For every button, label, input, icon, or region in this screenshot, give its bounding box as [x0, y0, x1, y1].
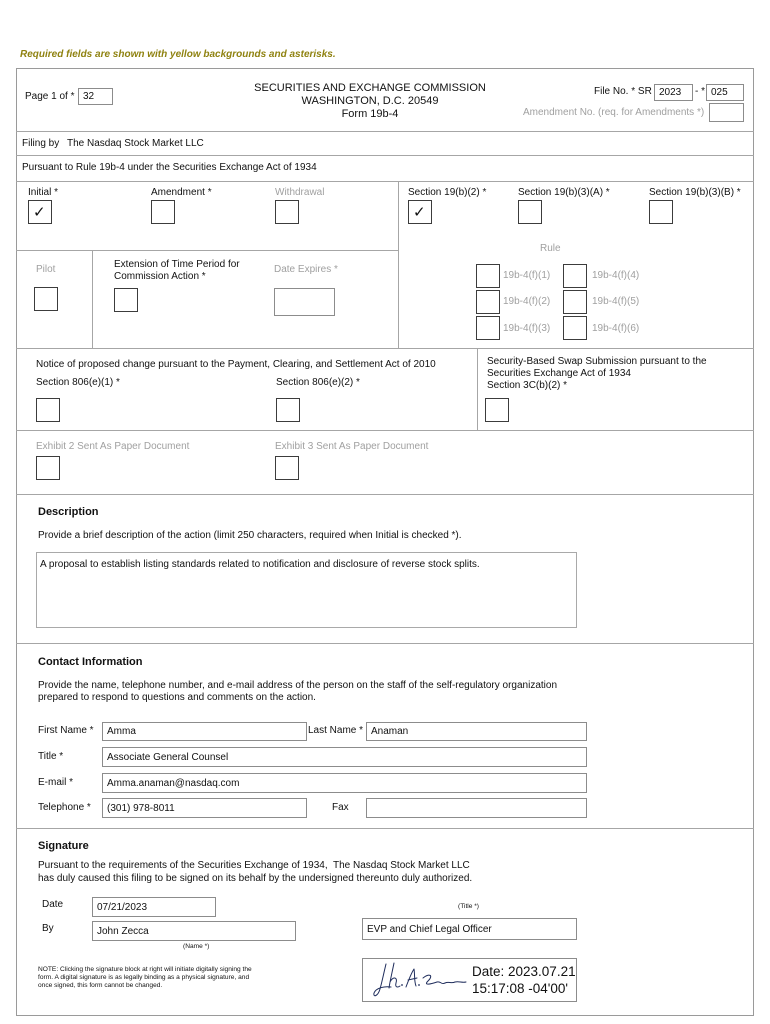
exhibit3-label: Exhibit 3 Sent As Paper Document: [275, 441, 429, 452]
file-number-separator: - *: [695, 86, 705, 97]
section-19b2-label: Section 19(b)(2) *: [408, 187, 487, 198]
digital-signature-block[interactable]: [362, 958, 577, 1002]
digital-signature-time: 15:17:08 -04'00': [472, 981, 568, 996]
exhibit3-checkbox[interactable]: [275, 456, 299, 480]
initial-checkbox[interactable]: [28, 200, 52, 224]
column-divider: [92, 250, 93, 348]
column-divider: [398, 181, 399, 348]
extension-label-line2: Commission Action *: [114, 271, 206, 282]
rule-f6-label: 19b-4(f)(6): [592, 323, 640, 334]
section-divider: [16, 348, 754, 349]
amendment-number-field[interactable]: [709, 103, 744, 122]
section-806e1-checkbox[interactable]: [36, 398, 60, 422]
column-divider: [477, 348, 478, 430]
section-divider: [16, 131, 754, 132]
rule-label: Rule: [540, 243, 561, 254]
description-textarea[interactable]: A proposal to establish listing standards related to notification and disclosure of reverse stock splits.: [36, 552, 577, 628]
rule-f1-label: 19b-4(f)(1): [503, 270, 551, 281]
contact-prompt-line2: prepared to respond to questions and comments on the action.: [38, 692, 316, 703]
section-806e1-label: Section 806(e)(1) *: [36, 377, 120, 388]
section-19b3b-checkbox[interactable]: [649, 200, 673, 224]
rule-f5-checkbox[interactable]: [563, 290, 587, 314]
exhibit2-label: Exhibit 2 Sent As Paper Document: [36, 441, 190, 452]
fax-label: Fax: [332, 802, 349, 813]
description-prompt: Provide a brief description of the action (limit 250 characters, required when Initial is checked *).: [38, 530, 462, 541]
file-number-year-field[interactable]: 2023: [654, 84, 693, 101]
amendment-number-label: Amendment No. (req. for Amendments *): [523, 107, 705, 118]
rule-f3-checkbox[interactable]: [476, 316, 500, 340]
section-806e2-checkbox[interactable]: [276, 398, 300, 422]
section-806e2-label: Section 806(e)(2) *: [276, 377, 360, 388]
page-label: Page 1 of *: [25, 91, 75, 102]
last-name-label: Last Name *: [308, 725, 364, 736]
section-3cb2-checkbox[interactable]: [485, 398, 509, 422]
signature-date-field[interactable]: 07/21/2023: [92, 897, 216, 917]
rule-f1-checkbox[interactable]: [476, 264, 500, 288]
amendment-label: Amendment *: [151, 187, 212, 198]
telephone-field[interactable]: (301) 978-8011: [102, 798, 307, 818]
pursuant-statement: Pursuant to Rule 19b-4 under the Securities Exchange Act of 1934: [22, 162, 317, 173]
rule-f4-label: 19b-4(f)(4): [592, 270, 640, 281]
section-divider: [16, 643, 754, 644]
withdrawal-label: Withdrawal: [275, 187, 325, 198]
rule-f6-checkbox[interactable]: [563, 316, 587, 340]
email-field[interactable]: Amma.anaman@nasdaq.com: [102, 773, 587, 793]
signature-statement-line2: has duly caused this filing to be signed on its behalf by the undersigned thereunto duly authorized.: [38, 873, 473, 884]
digital-signature-date: Date: 2023.07.21: [472, 964, 576, 979]
rule-f4-checkbox[interactable]: [563, 264, 587, 288]
title-label: Title *: [38, 751, 64, 762]
section-divider: [16, 828, 754, 829]
file-number-label: File No. * SR: [594, 86, 652, 97]
signature-heading: Signature: [38, 840, 89, 852]
signature-note-line3: once signed, this form cannot be changed.: [38, 982, 163, 989]
date-expires-field[interactable]: [274, 288, 335, 316]
section-divider: [16, 181, 754, 182]
extension-label-line1: Extension of Time Period for: [114, 259, 240, 270]
extension-checkbox[interactable]: [114, 288, 138, 312]
date-expires-label: Date Expires *: [274, 264, 338, 275]
exhibit2-checkbox[interactable]: [36, 456, 60, 480]
title-field[interactable]: Associate General Counsel: [102, 747, 587, 767]
required-fields-notice: Required fields are shown with yellow backgrounds and asterisks.: [20, 49, 336, 60]
title-address: WASHINGTON, D.C. 20549: [301, 95, 439, 107]
rule-f5-label: 19b-4(f)(5): [592, 296, 640, 307]
form-title: [220, 82, 520, 121]
page-count-field[interactable]: 32: [78, 88, 113, 105]
section-19b3a-checkbox[interactable]: [518, 200, 542, 224]
withdrawal-checkbox[interactable]: [275, 200, 299, 224]
section-divider: [16, 430, 754, 431]
signature-date-label: Date: [42, 899, 64, 910]
description-heading: Description: [38, 506, 99, 518]
section-19b3a-label: Section 19(b)(3)(A) *: [518, 187, 610, 198]
handwritten-signature-graphic: [371, 960, 467, 1000]
section-3cb2-label: Section 3C(b)(2) *: [487, 380, 568, 391]
pilot-label: Pilot: [36, 264, 56, 275]
email-label: E-mail *: [38, 777, 74, 788]
section-19b3b-label: Section 19(b)(3)(B) *: [649, 187, 741, 198]
filing-by-label: Filing by: [22, 138, 60, 149]
section-19b2-checkbox[interactable]: [408, 200, 432, 224]
section-divider: [16, 494, 754, 495]
name-caption: (Name *): [183, 943, 210, 950]
rule-f3-label: 19b-4(f)(3): [503, 323, 551, 334]
signer-name-field[interactable]: John Zecca: [92, 921, 296, 941]
title-caption: (Title *): [458, 903, 480, 910]
sbs-heading-line1: Security-Based Swap Submission pursuant to the: [487, 356, 707, 367]
pilot-checkbox[interactable]: [34, 287, 58, 311]
first-name-field[interactable]: Amma: [102, 722, 307, 741]
by-label: By: [42, 923, 54, 934]
contact-prompt-line1: Provide the name, telephone number, and e-mail address of the person on the staff of the self-regulatory organization: [38, 680, 558, 691]
signature-statement-line1: Pursuant to the requirements of the Securities Exchange of 1934, The Nasdaq Stock Market LLC: [38, 860, 470, 871]
rule-f2-checkbox[interactable]: [476, 290, 500, 314]
signature-note-line2: form. A digital signature is as legally binding as a physical signature, and: [38, 974, 250, 981]
section-divider: [16, 250, 398, 251]
filing-by-value: The Nasdaq Stock Market LLC: [67, 138, 204, 149]
initial-label: Initial *: [28, 187, 59, 198]
fax-field[interactable]: [366, 798, 587, 818]
first-name-label: First Name *: [38, 725, 94, 736]
rule-f2-label: 19b-4(f)(2): [503, 296, 551, 307]
contact-heading: Contact Information: [38, 656, 143, 668]
telephone-label: Telephone *: [38, 802, 91, 813]
title-form-number: Form 19b-4: [341, 108, 399, 120]
title-agency: SECURITIES AND EXCHANGE COMMISSION: [254, 82, 486, 94]
section-divider: [16, 155, 754, 156]
file-number-field[interactable]: 025: [706, 84, 744, 101]
amendment-checkbox[interactable]: [151, 200, 175, 224]
signer-title-field[interactable]: EVP and Chief Legal Officer: [362, 918, 577, 940]
payment-clearing-notice: Notice of proposed change pursuant to the Payment, Clearing, and Settlement Act of 2010: [36, 359, 436, 370]
sbs-heading-line2: Securities Exchange Act of 1934: [487, 368, 631, 379]
signature-note-line1: NOTE: Clicking the signature block at right will initiate digitally signing the: [38, 966, 252, 973]
last-name-field[interactable]: Anaman: [366, 722, 587, 741]
